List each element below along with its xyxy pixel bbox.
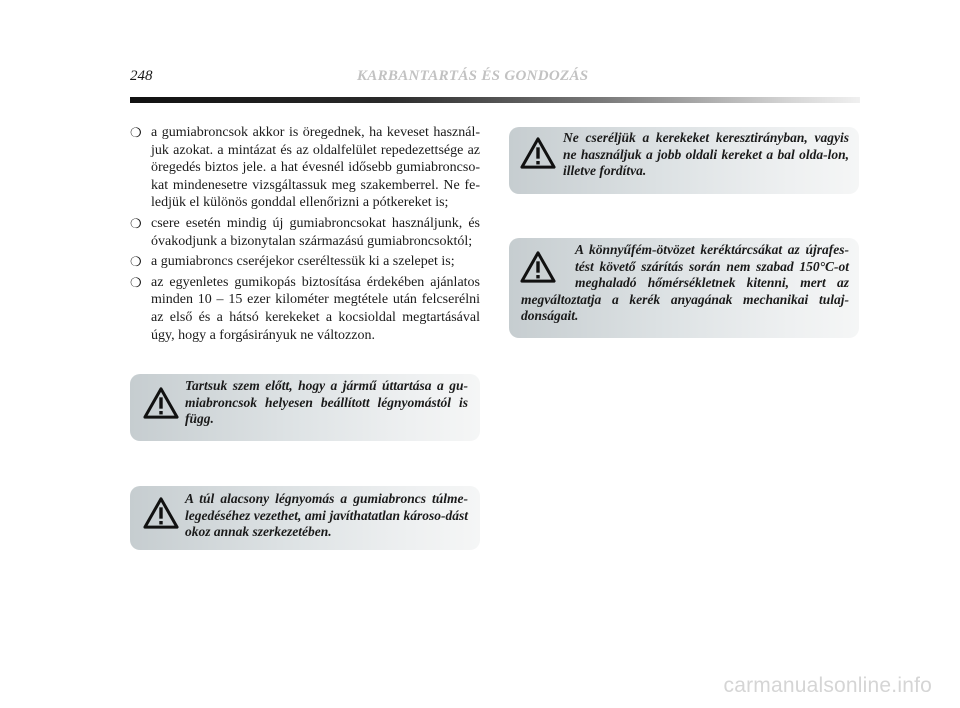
page-number: 248 <box>130 68 153 84</box>
bullet-icon: ❍ <box>130 215 142 231</box>
list-item <box>130 253 480 271</box>
running-title: KARBANTARTÁS ÉS GONDOZÁS <box>357 68 589 84</box>
list-item <box>130 124 480 212</box>
list-item-text: a gumiabroncsok akkor is öregednek, ha keveset használ-juk azokat. a mintázat és az oldalfelület repedezettsége az öregedés biztos jele. a hat évesnél idősebb gumiabroncso-kat mindenesetre vizsgáltassuk meg szakemberrel. Ne fe-ledjük el különös gonddal ellenőrizni a pótkereket is; <box>151 125 480 211</box>
bullet-list <box>130 124 480 347</box>
warning-text-wrapper <box>521 242 849 325</box>
bullet-icon: ❍ <box>130 274 142 290</box>
bullet-icon: ❍ <box>130 125 142 140</box>
watermark: carmanualsonline.info <box>723 674 932 697</box>
list-item-text: a gumiabroncs cseréjekor cseréltessük ki a szelepet is; <box>151 254 455 270</box>
bullet-icon: ❍ <box>130 254 142 270</box>
warning-text: Ne cseréljük a kerekeket keresztirányban, vagyis ne használjuk a jobb oldali kereket a bal olda-lon, illetve fordítva. <box>563 130 849 178</box>
warning-triangle-icon <box>142 496 180 530</box>
warning-triangle-icon <box>142 386 180 420</box>
warning-triangle-icon <box>519 136 557 170</box>
list-item <box>130 215 480 250</box>
list-item-text: az egyenletes gumikopás biztosítása érdekében ajánlatos minden 10 – 15 ezer kilométer megtétele után felcserélni az első és a hátsó kerekeket a kocsioldal megtartásával úgy, hogy a forgásirányuk ne változzon. <box>151 274 480 343</box>
icon-spacer <box>521 242 575 276</box>
warning-box-alloy-rims <box>509 238 859 338</box>
list-item <box>130 274 480 344</box>
list-item-text: csere esetén mindig új gumiabroncsokat használjunk, és óvakodjunk a bizonytalan származású gumiabroncsoktól; <box>151 215 480 249</box>
warning-box-low-pressure <box>130 486 480 550</box>
warning-box-pressure <box>130 374 480 441</box>
header-rule <box>130 97 860 103</box>
warning-text: A könnyűfém-ötvözet keréktárcsákat az újrafes-tést követő szárítás során nem szabad 150°C-ot meghaladó hőmérsékletnek kitenni, mert az megváltoztatja a kerék anyagának mechanikai tulaj-donságait. <box>521 242 849 323</box>
warning-box-cross-swap <box>509 127 859 194</box>
warning-text: Tartsuk szem előtt, hogy a jármű úttartása a gu-miabroncsok helyesen beállított légnyomástól is függ. <box>185 378 468 426</box>
warning-text: A túl alacsony légnyomás a gumiabroncs túlme-legedéséhez vezethet, ami javíthatatlan károso-dást okoz annak szerkezetében. <box>185 491 468 539</box>
